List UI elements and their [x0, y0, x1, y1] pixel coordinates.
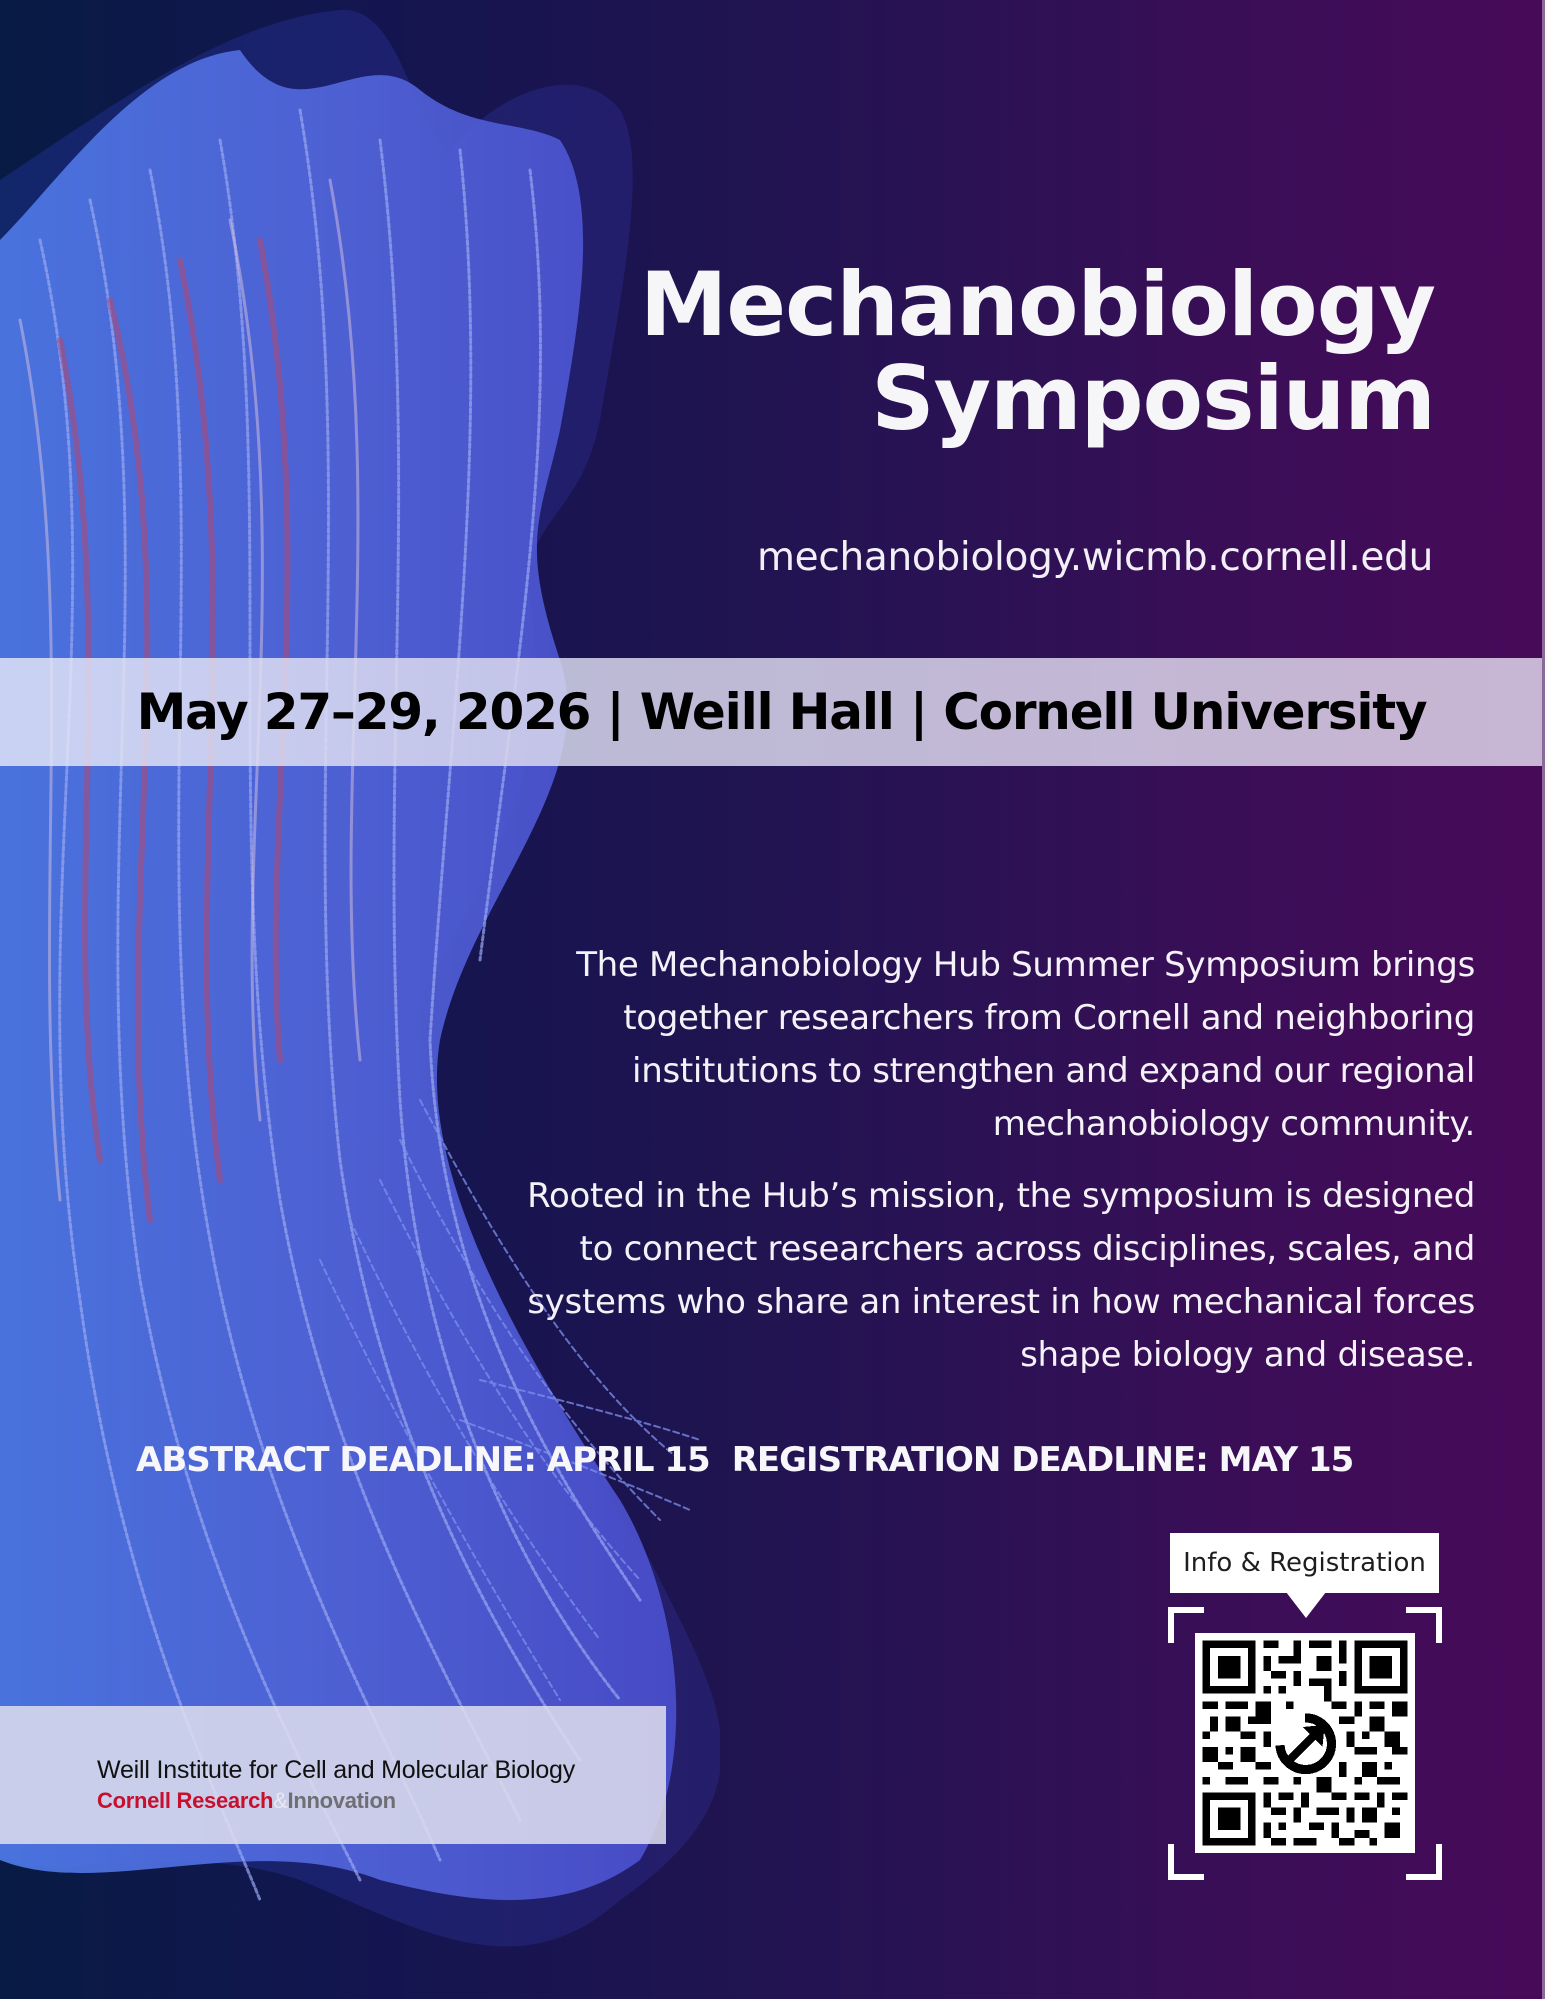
description-paragraph-1: [576, 939, 1475, 1151]
date-location-banner: [0, 658, 1545, 766]
deadlines-line: [136, 1440, 1476, 1480]
ampersand-text: &: [273, 1788, 288, 1813]
cornell-research-innovation: [97, 1788, 396, 1814]
paragraph-line: to connect researchers across disciplines, scales, and: [579, 1229, 1475, 1269]
title-line-1: Mechanobiology: [639, 253, 1435, 356]
qr-label: Info & Registration: [1170, 1533, 1439, 1593]
cornell-research-text: Cornell Research: [97, 1788, 274, 1813]
description-paragraph-2: [527, 1170, 1475, 1382]
paragraph-line: mechanobiology community.: [992, 1104, 1475, 1144]
title-line-2: Symposium: [871, 347, 1435, 450]
website-url[interactable]: mechanobiology.wicmb.cornell.edu: [756, 535, 1433, 580]
institute-name: Weill Institute for Cell and Molecular Biology: [97, 1756, 576, 1784]
innovation-text: Innovation: [287, 1788, 396, 1813]
date-location-text: May 27–29, 2026 | Weill Hall | Cornell University: [136, 683, 1427, 741]
paragraph-line: together researchers from Cornell and neighboring: [623, 998, 1475, 1038]
paragraph-line: shape biology and disease.: [1020, 1335, 1475, 1375]
page-title: [435, 253, 1435, 450]
registration-qr-code[interactable]: [1195, 1633, 1415, 1853]
institute-logo: [0, 1706, 666, 1844]
paragraph-line: Rooted in the Hub’s mission, the symposium is designed: [527, 1176, 1475, 1216]
paragraph-line: The Mechanobiology Hub Summer Symposium brings: [576, 945, 1475, 985]
abstract-deadline: ABSTRACT DEADLINE: APRIL 15: [136, 1440, 710, 1480]
paragraph-line: institutions to strengthen and expand our regional: [632, 1051, 1475, 1091]
paragraph-line: systems who share an interest in how mechanical forces: [527, 1282, 1475, 1322]
registration-deadline: REGISTRATION DEADLINE: MAY 15: [731, 1440, 1354, 1480]
qr-code-icon: [1195, 1633, 1415, 1853]
